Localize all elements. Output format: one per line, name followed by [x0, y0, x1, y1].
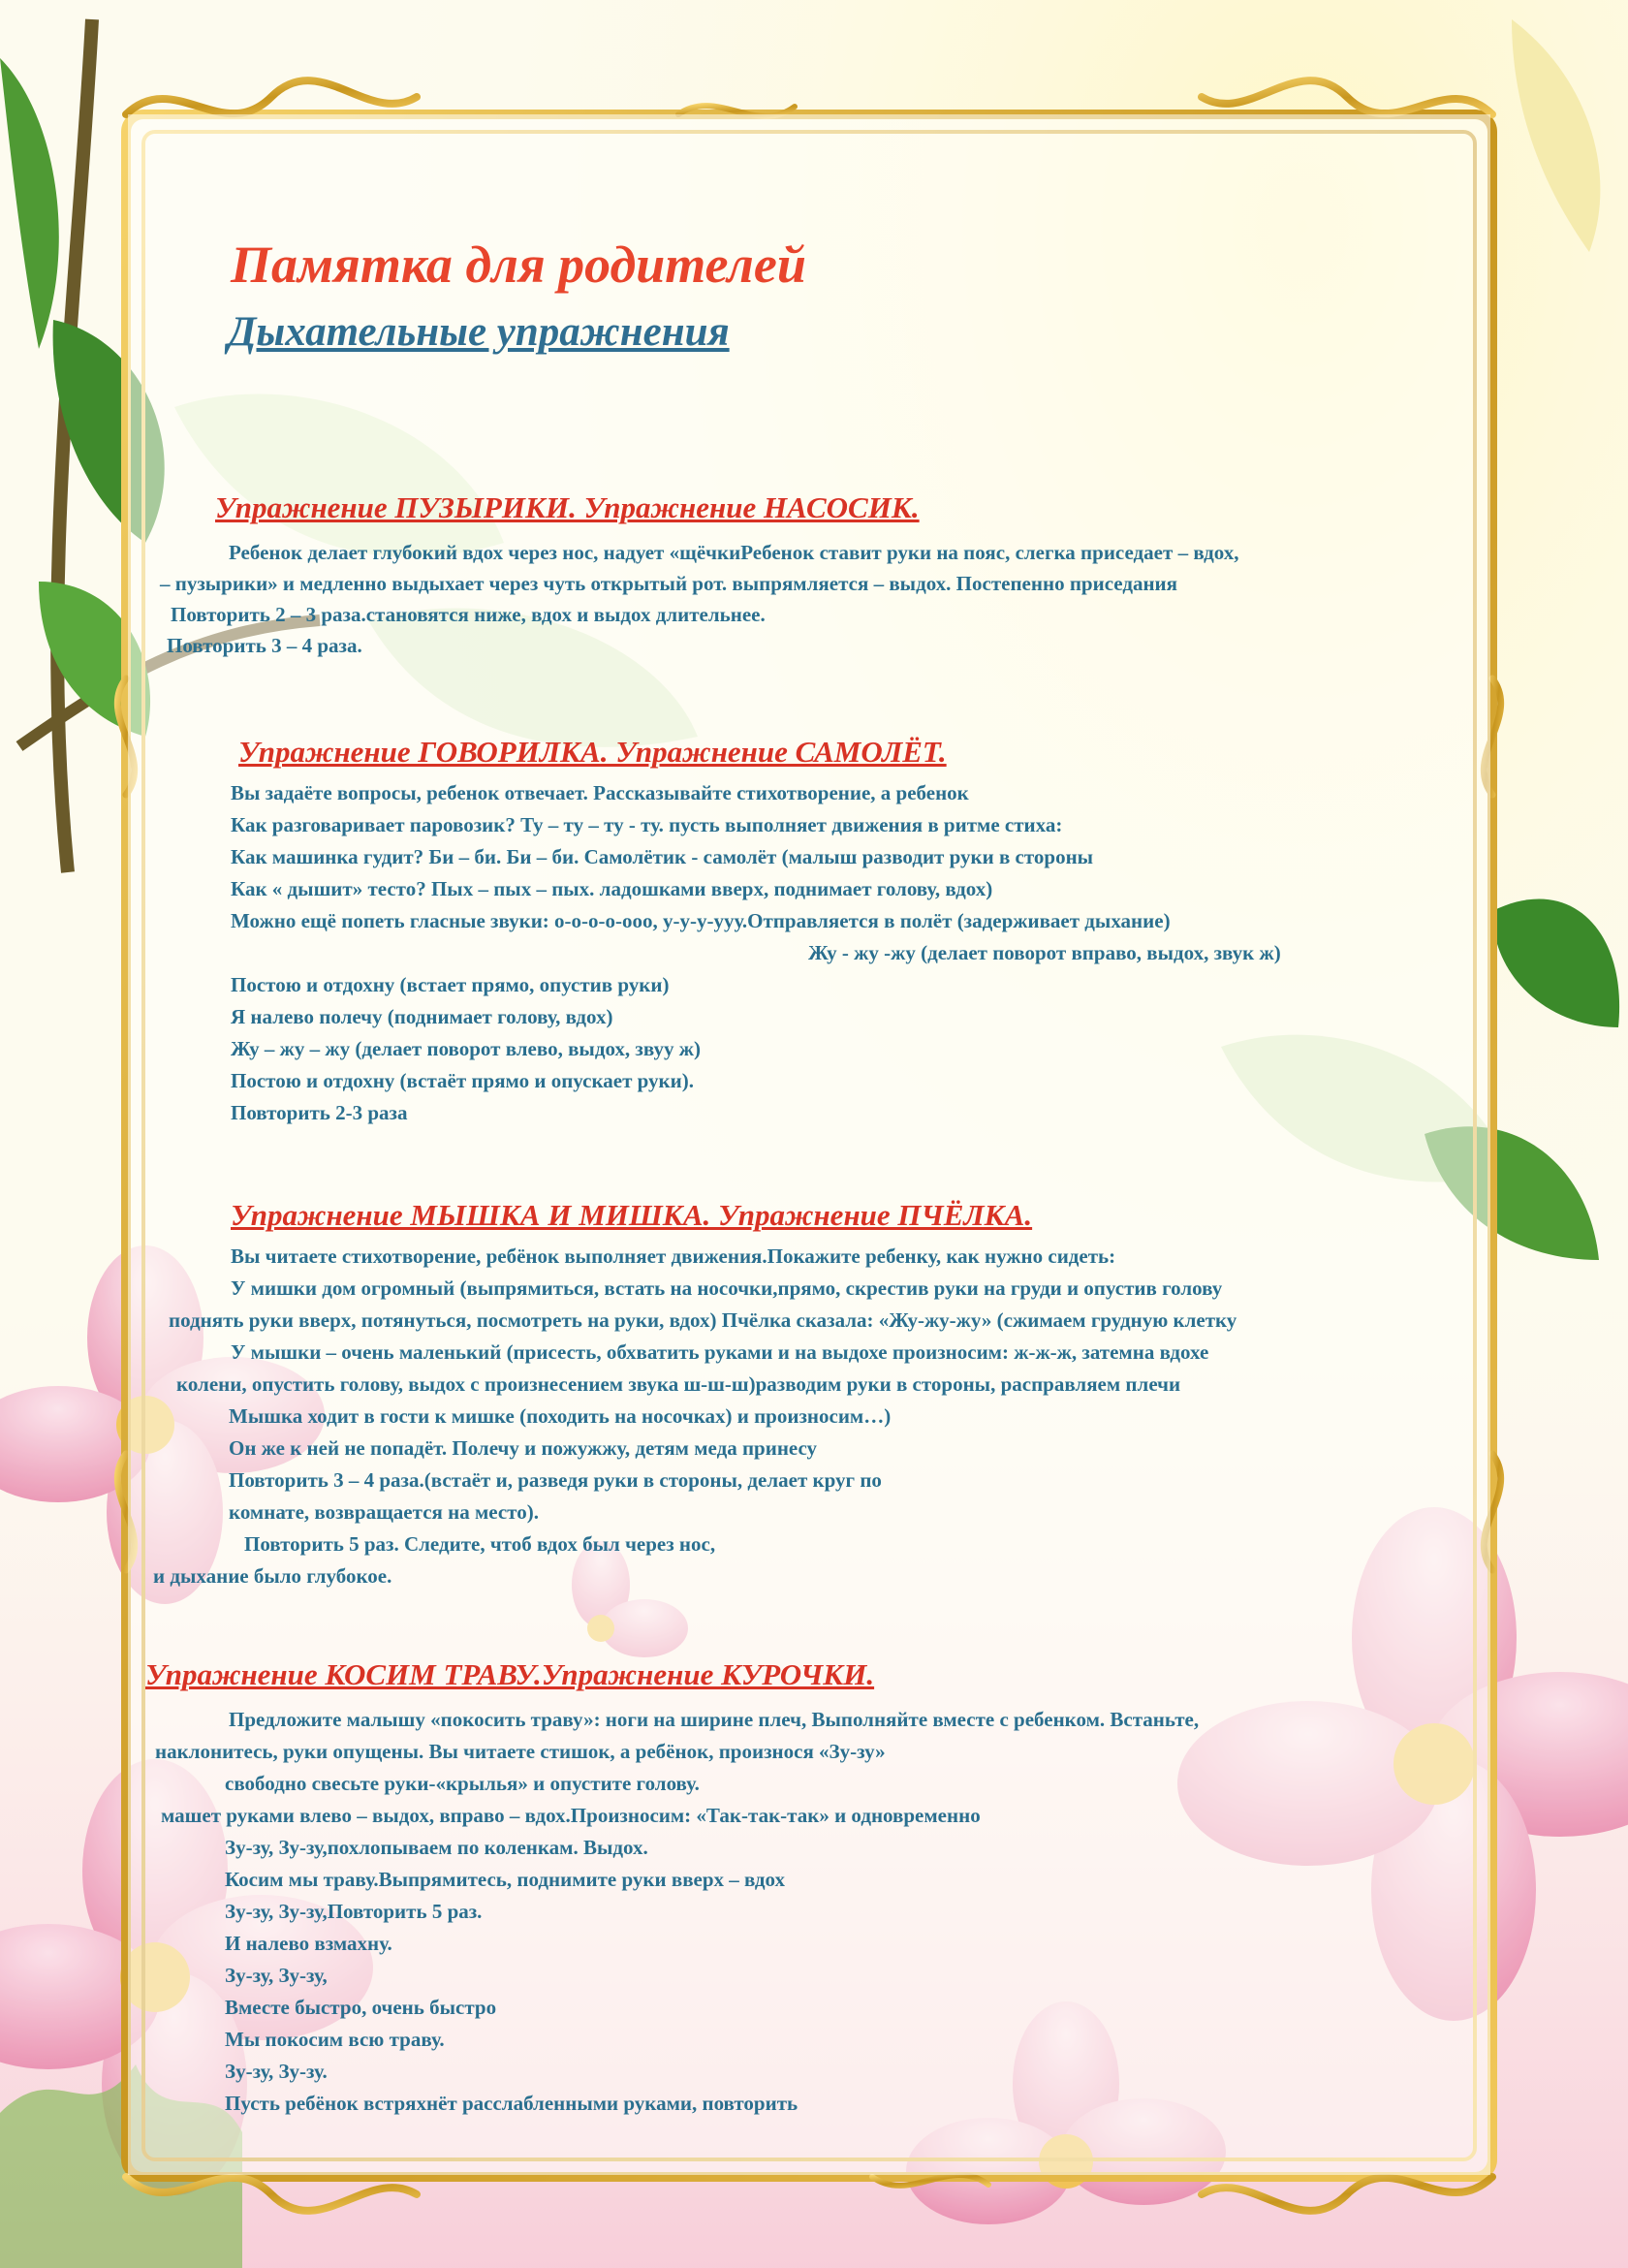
text-line: Зу-зу, Зу-зу. — [225, 2060, 328, 2083]
text-line: И налево взмахну. — [225, 1932, 392, 1955]
text-line: Постою и отдохну (встает прямо, опустив руки) — [231, 973, 670, 996]
section-heading: Упражнение КОСИМ ТРАВУ.Упражнение КУРОЧКИ. — [145, 1657, 875, 1691]
text-line: Пусть ребёнок встряхнёт расслабленными руками, повторить — [225, 2092, 798, 2115]
text-line: и дыхание было глубокое. — [153, 1564, 392, 1588]
section-heading: Упражнение МЫШКА И МИШКА. Упражнение ПЧЁЛКА. — [231, 1198, 1033, 1232]
text-line: Постою и отдохну (встаёт прямо и опускает руки). — [231, 1069, 694, 1092]
section-heading: Упражнение ГОВОРИЛКА. Упражнение САМОЛЁТ. — [238, 735, 947, 769]
text-line: Вы задаёте вопросы, ребенок отвечает. Рассказывайте стихотворение, а ребенок — [231, 781, 969, 804]
text-line: комнате, возвращается на место). — [229, 1500, 539, 1524]
page-subtitle: Дыхательные упражнения — [228, 309, 730, 355]
text-line: Вы читаете стихотворение, ребёнок выполняет движения.Покажите ребенку, как нужно сидеть: — [231, 1244, 1116, 1268]
text-line: Как машинка гудит? Би – би. Би – би. Самолётик - самолёт (малыш разводит руки в стороны — [231, 845, 1094, 868]
text-line: Мы покосим всю траву. — [225, 2028, 445, 2051]
text-line: машет руками влево – выдох, вправо – вдох.Произносим: «Так-так-так» и одновременно — [161, 1804, 981, 1827]
text-line: Повторить 3 – 4 раза. — [167, 634, 362, 657]
text-line: Я налево полечу (поднимает голову, вдох) — [231, 1005, 613, 1028]
text-line: Зу-зу, Зу-зу,похлопываем по коленкам. Выдох. — [225, 1836, 648, 1859]
text-line: Повторить 2 – 3 раза.становятся ниже, вдох и выдох длительнее. — [171, 603, 766, 626]
text-line: Мышка ходит в гости к мишке (походить на носочках) и произносим…) — [229, 1404, 892, 1428]
text-line: Зу-зу, Зу-зу, — [225, 1964, 328, 1987]
text-line: Косим мы траву.Выпрямитесь, поднимите руки вверх – вдох — [225, 1868, 785, 1891]
text-line: Вместе быстро, очень быстро — [225, 1996, 497, 2019]
text-line: Предложите малышу «покосить траву»: ноги на ширине плеч, Выполняйте вместе с ребенком. Встаньте, — [229, 1708, 1200, 1731]
text-line: – пузырики» и медленно выдыхает через чуть открытый рот. выпрямляется – выдох. Постепенно приседания — [160, 572, 1178, 595]
text-line: Как разговаривает паровозик? Ту – ту – ту - ту. пусть выполняет движения в ритме стиха: — [231, 813, 1063, 836]
text-line: свободно свесьте руки-«крылья» и опустите голову. — [225, 1772, 700, 1795]
section-heading: Упражнение ПУЗЫРИКИ. Упражнение НАСОСИК. — [215, 490, 920, 524]
text-line: Зу-зу, Зу-зу,Повторить 5 раз. — [225, 1900, 483, 1923]
text-line: Повторить 2-3 раза — [231, 1101, 408, 1124]
text-line: Ребенок делает глубокий вдох через нос, надует «щёчкиРебенок ставит руки на пояс, слегка приседает – вдох, — [229, 541, 1239, 564]
page-title: Памятка для родителей — [231, 236, 806, 294]
text-line: Жу – жу – жу (делает поворот влево, выдох, звуу ж) — [231, 1037, 701, 1060]
text-line: поднять руки вверх, потянуться, посмотреть на руки, вдох) Пчёлка сказала: «Жу-жу-жу» (сжимаем грудную клетку — [169, 1308, 1237, 1332]
text-line: У мишки дом огромный (выпрямиться, встать на носочки,прямо, скрестив руки на груди и опустив голову — [231, 1276, 1223, 1300]
text-line: Повторить 5 раз. Следите, чтоб вдох был через нос, — [244, 1532, 716, 1556]
text-line: Он же к ней не попадёт. Полечу и пожужжу, детям меда принесу — [229, 1436, 818, 1460]
text-line: Как « дышит» тесто? Пых – пых – пых. ладошками вверх, поднимает голову, вдох) — [231, 877, 993, 900]
text-line: колени, опустить голову, выдох с произнесением звука ш-ш-ш)разводим руки в стороны, расправляем плечи — [176, 1372, 1181, 1396]
text-line: Можно ещё попеть гласные звуки: о-о-о-о-ооо, у-у-у-ууу.Отправляется в полёт (задерживает дыхание) — [231, 909, 1171, 932]
text-line: Жу - жу -жу (делает поворот вправо, выдох, звук ж) — [808, 941, 1281, 964]
text-line: Повторить 3 – 4 раза.(встаёт и, разведя руки в стороны, делает круг по — [229, 1468, 882, 1492]
text-line: наклонитесь, руки опущены. Вы читаете стишок, а ребёнок, произнося «Зу-зу» — [155, 1740, 886, 1763]
text-line: У мышки – очень маленький (присесть, обхватить руками и на выдохе произносим: ж-ж-ж, затемна вдохе — [231, 1340, 1209, 1364]
